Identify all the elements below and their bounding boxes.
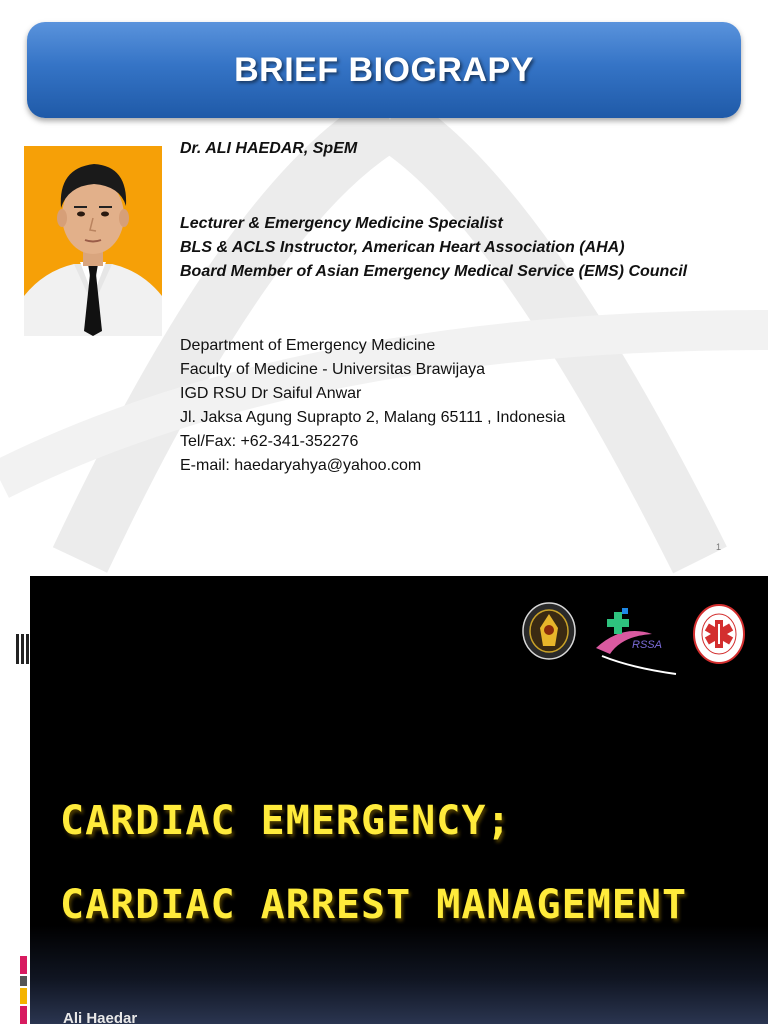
email-line: E-mail: haedaryahya@yahoo.com: [180, 457, 422, 474]
emergency-medicine-logo-icon: [693, 604, 745, 664]
accent-bar-gray: [20, 976, 27, 986]
contact-info: [180, 334, 565, 478]
university-logo-icon: [522, 602, 576, 660]
accent-bar-pink: [20, 956, 27, 974]
page-number: 1: [716, 542, 722, 552]
role-line: BLS & ACLS Instructor, American Heart Association (AHA): [180, 239, 625, 256]
role-line: Board Member of Asian Emergency Medical Service (EMS) Council: [180, 263, 688, 280]
title-slide: [0, 576, 768, 1024]
title-banner: [27, 22, 741, 118]
department-line: Department of Emergency Medicine: [180, 337, 436, 354]
main-title-line-2: CARDIAC ARREST MANAGEMENT: [60, 882, 688, 928]
rssa-text: RSSA: [632, 639, 662, 651]
faculty-line: Faculty of Medicine - Universitas Brawijaya: [180, 361, 485, 378]
doctor-name: Dr. ALI HAEDAR, SpEM: [180, 140, 358, 157]
doctor-photo: [24, 146, 162, 336]
roles-list: [180, 212, 687, 284]
accent-bar-yellow: [20, 988, 27, 1004]
rssa-hospital-logo-icon: [592, 604, 680, 676]
hospital-line: IGD RSU Dr Saiful Anwar: [180, 385, 362, 402]
accent-bar-pink-2: [20, 1006, 27, 1024]
main-title-line-1: CARDIAC EMERGENCY;: [60, 798, 512, 844]
role-line: Lecturer & Emergency Medicine Specialist: [180, 215, 503, 232]
address-line: Jl. Jaksa Agung Suprapto 2, Malang 65111 , Indonesia: [180, 409, 566, 426]
author-name: Ali Haedar: [63, 1010, 138, 1024]
slide-title: BRIEF BIOGRAPY: [234, 50, 534, 89]
portrait-image: [24, 146, 162, 336]
phone-line: Tel/Fax: +62-341-352276: [180, 433, 359, 450]
